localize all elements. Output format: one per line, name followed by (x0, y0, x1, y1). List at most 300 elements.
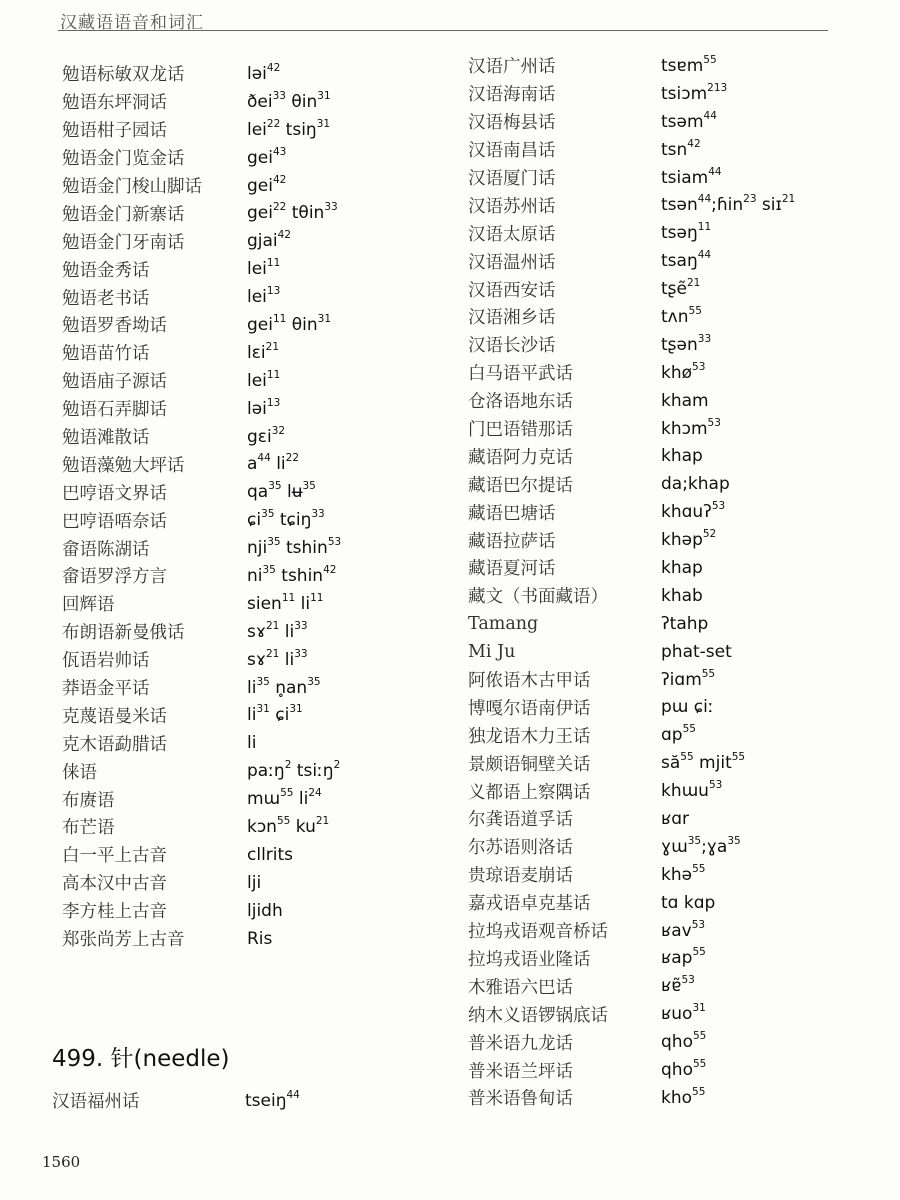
lexicon-row (468, 498, 878, 526)
language-name: 布朗语新曼俄话 (62, 623, 185, 644)
tone-mark: 44 (703, 109, 717, 122)
word-form (661, 753, 745, 773)
lexicon-row (468, 359, 878, 387)
word-form (661, 1085, 706, 1108)
word-form (661, 918, 706, 941)
word-form (661, 53, 717, 76)
form-base: qho (661, 1032, 693, 1053)
tone-mark: 33 (294, 619, 308, 632)
word-form (661, 614, 708, 634)
tone-mark: 42 (272, 173, 287, 186)
language-name: 畲语罗浮方言 (62, 567, 167, 588)
language-name: 勉语金门览金话 (62, 149, 185, 170)
form-base: ʁap (661, 948, 693, 969)
language-name: 勉语石弄脚话 (62, 400, 167, 421)
tone-mark: 11 (310, 591, 324, 604)
form-base: ʁɑr (661, 808, 690, 829)
language-name: 汉语广州话 (468, 57, 556, 78)
form-base: gei (247, 203, 273, 224)
form-base: tɑ kɑp (661, 892, 716, 913)
language-name: 回辉语 (62, 595, 115, 616)
language-name: 勉语金秀话 (62, 260, 150, 281)
tone-mark: 35 (687, 834, 702, 847)
tone-mark: 53 (711, 500, 726, 513)
form-base: gɛi (247, 426, 272, 447)
tone-mark: 55 (276, 814, 291, 827)
language-name: 汉语长沙话 (468, 336, 556, 357)
language-name: 藏语夏河话 (468, 559, 556, 580)
tone-mark: 44 (286, 1088, 300, 1101)
tone-mark: 33 (324, 201, 338, 214)
form-base: phat-set (661, 641, 732, 662)
word-form (247, 259, 280, 279)
lexicon-row (468, 387, 878, 415)
right-column (468, 52, 878, 1112)
tone-mark: 21 (265, 647, 280, 660)
form-base: li (279, 621, 295, 642)
tone-mark: 2 (284, 759, 292, 772)
tone-mark: 22 (266, 117, 281, 130)
lexicon-row (468, 136, 878, 164)
form-base: gei (247, 175, 273, 196)
language-name: 佤语岩帅话 (62, 651, 150, 672)
form-base: ɑp (661, 725, 683, 746)
form-base: lji (247, 872, 262, 893)
tone-mark: 11 (281, 591, 296, 604)
tone-mark: 22 (285, 452, 300, 465)
tone-mark: 11 (272, 312, 287, 325)
lexicon-row (52, 367, 432, 395)
language-name: 尔苏语则洛话 (468, 838, 573, 859)
tone-mark: 21 (265, 619, 280, 632)
lexicon-row (52, 116, 432, 144)
form-base: ɕi (247, 510, 262, 531)
form-base: ɣɯ (661, 836, 688, 857)
lexicon-row (468, 442, 878, 470)
tone-mark: 53 (327, 536, 342, 549)
lexicon-row (52, 757, 432, 785)
language-name: 汉语海南话 (468, 85, 556, 106)
form-base: ni (247, 565, 263, 586)
tone-mark: 43 (272, 145, 287, 158)
lexicon-row (468, 1000, 878, 1028)
word-form (661, 502, 725, 522)
form-base: khə (661, 864, 693, 885)
tone-mark: 35 (302, 480, 316, 493)
lexicon-row (468, 191, 878, 219)
language-name: 李方桂上古音 (62, 902, 167, 923)
word-form (661, 81, 728, 104)
lexicon-row (468, 1084, 878, 1112)
language-name: 藏语拉萨话 (468, 531, 556, 552)
word-form (661, 781, 722, 801)
form-base: khap (661, 446, 703, 467)
form-base: kham (661, 390, 709, 411)
running-header (0, 0, 900, 40)
form-base: kho (661, 1087, 693, 1108)
form-base: li (295, 593, 311, 614)
tone-mark: 55 (692, 1085, 706, 1098)
tone-mark: 55 (731, 751, 746, 764)
language-name: 藏文（书面藏语） (468, 587, 608, 608)
lexicon-row (468, 470, 878, 498)
language-name: 普米语鲁甸话 (468, 1089, 573, 1110)
lexicon-row (468, 833, 878, 861)
form-base: tɕiŋ (274, 510, 312, 531)
form-base: să (661, 753, 681, 774)
language-name: 勉语庙子源话 (62, 372, 167, 393)
language-name: 郑张尚芳上古音 (62, 930, 185, 951)
language-name: 藏语巴塘话 (468, 503, 556, 524)
lexicon-row (52, 88, 432, 116)
language-name: 俫语 (62, 762, 97, 783)
form-base: ʔiɑm (661, 669, 702, 690)
lexicon-row (468, 666, 878, 694)
language-name: 拉坞戎语观音桥话 (468, 922, 608, 943)
lexicon-row (52, 255, 432, 283)
form-base: ʁɐ̃ (661, 976, 682, 997)
word-form (661, 558, 703, 578)
lexicon-row (52, 144, 432, 172)
language-name: 拉坞戎语业隆话 (468, 949, 591, 970)
word-form (661, 165, 722, 188)
word-form (247, 538, 341, 558)
word-form (661, 893, 715, 913)
tone-mark: 33 (311, 508, 325, 521)
lexicon-row (468, 80, 878, 108)
word-form (247, 814, 330, 837)
tone-mark: 35 (268, 480, 282, 493)
form-base: ləi (247, 63, 267, 84)
language-name: 汉语西安话 (468, 280, 556, 301)
language-name: 汉语南昌话 (468, 141, 556, 162)
form-base: da;khap (661, 474, 730, 495)
tone-mark: 23 (743, 193, 757, 206)
lexicon-row (468, 610, 878, 638)
language-name: 义都语上察隅话 (468, 782, 591, 803)
tone-mark: 35 (256, 675, 270, 688)
word-form (247, 203, 338, 223)
form-base: θin (286, 314, 318, 335)
language-name: 勉语柑子园话 (62, 121, 167, 142)
language-name: 勉语金门梭山脚话 (62, 177, 202, 197)
language-name: 贵琼语麦崩话 (468, 866, 573, 887)
form-base: khap (661, 557, 703, 578)
form-base: li (293, 789, 309, 810)
tone-mark: 52 (702, 528, 717, 541)
word-form (247, 454, 299, 474)
page-number: 1560 (42, 1153, 81, 1171)
lexicon-row (52, 785, 432, 813)
lexicon-row (52, 841, 432, 869)
form-base: tsiam (661, 167, 709, 188)
lexicon-row (52, 199, 432, 227)
lexicon-row (52, 729, 432, 757)
form-base: tsəm (661, 111, 704, 132)
tone-mark: 42 (266, 61, 281, 74)
tone-mark: 53 (707, 416, 721, 429)
lexicon-row (52, 450, 432, 478)
lexicon-row (52, 674, 432, 702)
word-form (661, 446, 703, 466)
form-base: ʁav (661, 920, 692, 941)
form-base: cllrits (247, 844, 294, 865)
tone-mark: 55 (680, 751, 694, 764)
lexicon-row (468, 861, 878, 889)
form-base: li (247, 705, 257, 726)
language-name: 尔龚语道孚话 (468, 810, 573, 831)
left-column (52, 60, 432, 953)
form-base: ljidh (247, 900, 283, 921)
tone-mark: 35 (307, 675, 321, 688)
lexicon-row (52, 423, 432, 451)
word-form (247, 61, 281, 84)
form-base: gjai (247, 231, 278, 252)
lexicon-row (468, 219, 878, 247)
form-base: a (247, 454, 258, 475)
word-form (661, 862, 706, 885)
form-base: tsiɔm (661, 83, 708, 104)
tone-mark: 55 (692, 862, 706, 875)
language-name: 布芒语 (62, 818, 115, 839)
lexicon-row (52, 813, 432, 841)
language-name: 勉语罗香坳话 (62, 316, 167, 337)
word-form (661, 332, 712, 355)
tone-mark: 44 (708, 165, 722, 178)
tone-mark: 31 (289, 703, 303, 716)
tone-mark: 53 (681, 974, 695, 987)
form-base: li (247, 677, 257, 698)
language-name: 藏语巴尔提话 (468, 475, 573, 496)
form-base: tθin (286, 203, 325, 224)
language-name: 勉语苗竹话 (62, 344, 150, 365)
word-form (661, 697, 714, 717)
form-base: tshin (280, 538, 328, 559)
form-base: lei (247, 259, 267, 280)
form-base: lʉ (281, 482, 303, 503)
form-base: Ris (247, 928, 273, 949)
language-name: 勉语老书话 (62, 288, 150, 309)
tone-mark: 11 (266, 368, 281, 381)
word-form (245, 1088, 300, 1111)
language-name: 勉语藻勉大坪话 (62, 455, 185, 476)
form-base: n̥an (269, 677, 308, 698)
word-form (247, 368, 281, 391)
lexicon-row (52, 311, 432, 339)
tone-mark: 2 (333, 759, 341, 772)
form-base: khab (661, 585, 703, 606)
language-name: 巴哼语文界话 (62, 483, 167, 504)
form-base: lei (247, 119, 267, 140)
word-form (661, 976, 695, 996)
lexicon-row (468, 108, 878, 136)
language-name: 白一平上古音 (62, 846, 167, 867)
word-form (661, 642, 732, 662)
tone-mark: 213 (707, 81, 728, 94)
word-form (661, 725, 696, 745)
word-form (661, 1060, 706, 1080)
word-form (247, 312, 332, 335)
word-form (661, 948, 706, 968)
word-form (661, 304, 702, 327)
language-name: 勉语标敏双龙话 (62, 65, 185, 86)
word-form (247, 510, 325, 530)
lexicon-row (52, 869, 432, 897)
tone-mark: 31 (317, 89, 331, 102)
word-form (247, 845, 293, 865)
form-base: lɛi (247, 342, 266, 363)
lexicon-row (52, 1088, 300, 1113)
tone-mark: 55 (280, 787, 294, 800)
language-name: 汉语梅县话 (468, 113, 556, 134)
word-form (247, 173, 287, 196)
header-rule (58, 30, 828, 31)
word-form (247, 619, 308, 642)
form-base: kɔn (247, 816, 277, 837)
word-form (661, 195, 795, 215)
lexicon-row (52, 925, 432, 953)
lexicon-row (468, 331, 878, 359)
word-form (247, 675, 321, 698)
lexicon-row (468, 721, 878, 749)
language-name: 普米语兰坪话 (468, 1061, 573, 1082)
word-form (661, 586, 703, 606)
form-base: khɯu (661, 781, 709, 802)
tone-mark: 35 (262, 563, 276, 576)
form-base: mjit (693, 753, 732, 774)
tone-mark: 53 (692, 360, 706, 373)
form-base: paːŋ (247, 761, 285, 782)
lexicon-row (52, 339, 432, 367)
language-name: 莽语金平话 (62, 679, 150, 700)
tone-mark: 55 (692, 1058, 707, 1070)
language-name: 汉语温州话 (468, 252, 556, 273)
form-base: ɕi (269, 705, 290, 726)
form-base: ʔtahp (661, 613, 709, 634)
word-form (661, 809, 689, 829)
word-form (247, 563, 337, 586)
form-base: tʌn (661, 306, 689, 327)
tone-mark: 53 (708, 779, 723, 792)
tone-mark: 13 (266, 396, 281, 409)
language-name: 景颇语铜壁关话 (468, 754, 591, 775)
form-base: khɑuʔ (661, 502, 712, 523)
word-form (247, 647, 308, 670)
language-name: 汉语厦门话 (468, 169, 556, 189)
form-base: tʂən (661, 334, 698, 355)
form-base: tsən (661, 195, 698, 216)
entry-heading: 499. 针(needle) (52, 1046, 230, 1072)
word-form (661, 137, 701, 160)
word-form (247, 89, 331, 112)
tone-mark: 55 (692, 1030, 707, 1043)
lexicon-row (468, 303, 878, 331)
tone-mark: 22 (272, 201, 287, 214)
tone-mark: 11 (697, 221, 712, 234)
form-base: nji (247, 538, 268, 559)
lexicon-row (52, 395, 432, 423)
tone-mark: 35 (261, 508, 275, 521)
language-name: 普米语九龙话 (468, 1033, 573, 1054)
form-base: tsəŋ (661, 223, 698, 244)
word-form (661, 223, 711, 243)
word-form (247, 396, 281, 419)
tone-mark: 11 (266, 257, 281, 270)
lexicon-row (468, 693, 878, 721)
form-base: pɯ ɕiː (661, 697, 714, 718)
lexicon-row (468, 275, 878, 303)
word-form (661, 667, 716, 690)
lexicon-row (52, 478, 432, 506)
word-form (661, 1004, 706, 1024)
language-name: 布赓语 (62, 790, 115, 811)
lexicon-row (468, 805, 878, 833)
form-base: tsiːŋ (291, 761, 334, 782)
form-base: ðei (247, 91, 273, 112)
word-form (247, 424, 286, 447)
lexicon-row (52, 646, 432, 674)
language-name: 阿侬语木古甲话 (468, 671, 591, 692)
lexicon-row (52, 283, 432, 311)
form-base: lei (247, 370, 267, 391)
form-base: lei (247, 287, 267, 308)
language-name: Mi Ju (468, 641, 516, 662)
language-name: 木雅语六巴话 (468, 977, 573, 998)
lexicon-row (468, 554, 878, 582)
word-form (661, 360, 706, 383)
form-base: sɤ (247, 649, 266, 670)
tone-mark: 31 (256, 703, 270, 716)
form-base: qa (247, 482, 269, 503)
word-form (247, 591, 324, 614)
tone-mark: 13 (266, 285, 281, 298)
language-name: 仓洛语地东话 (468, 392, 573, 413)
form-base: sien (247, 593, 282, 614)
lexicon-row (468, 582, 878, 610)
word-form (247, 287, 280, 307)
word-form (247, 901, 283, 921)
tone-mark: 21 (686, 277, 701, 290)
tone-mark: 31 (692, 1002, 706, 1015)
lexicon-row (468, 415, 878, 443)
form-base: ;ɦin (711, 195, 744, 216)
tone-mark: 21 (265, 340, 280, 353)
word-form (661, 391, 709, 411)
word-form (661, 474, 730, 494)
tone-mark: 44 (257, 452, 271, 465)
lexicon-row (52, 227, 432, 255)
lexicon-row (52, 590, 432, 618)
lexicon-row (468, 889, 878, 917)
form-base: khɔm (661, 418, 708, 439)
tone-mark: 53 (691, 918, 706, 931)
language-name: 高本汉中古音 (62, 874, 167, 895)
language-name: 博嘎尔语南伊话 (468, 698, 591, 719)
tone-mark: 55 (682, 723, 696, 736)
tone-mark: 33 (294, 647, 308, 660)
language-name: Tamang (468, 613, 539, 634)
word-form (661, 416, 721, 439)
word-form (661, 279, 700, 299)
word-form (661, 834, 741, 857)
word-form (247, 482, 316, 502)
lexicon-row (468, 247, 878, 275)
form-base: ləi (247, 398, 267, 419)
tone-mark: 42 (277, 229, 292, 242)
language-name: 门巴语错那话 (468, 420, 573, 441)
tone-mark: 44 (697, 249, 712, 262)
language-name: 克木语勐腊话 (62, 734, 167, 755)
